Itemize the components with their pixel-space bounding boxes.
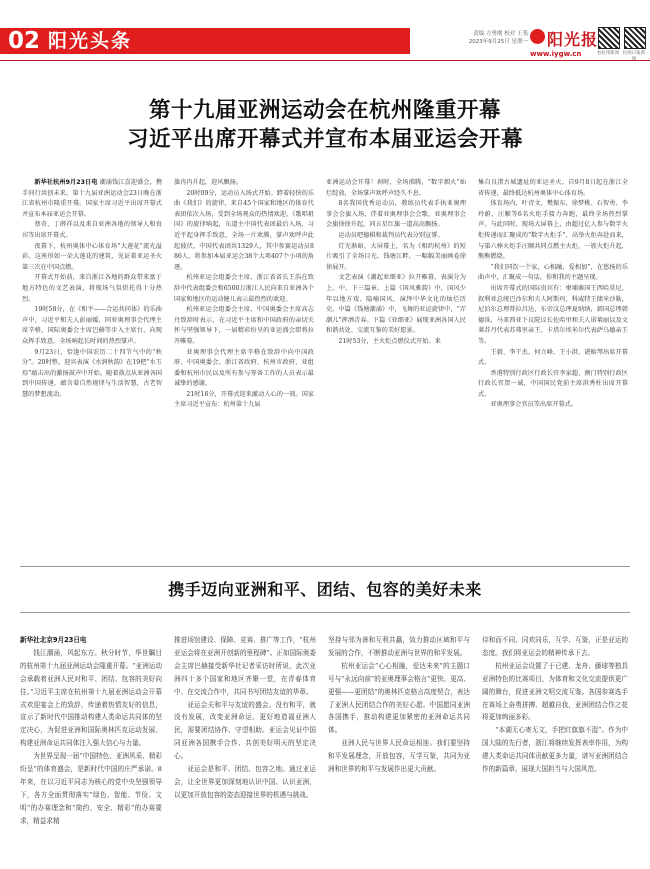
paragraph: 亚奥理事会代理主席辛格在致辞中向中国政府、中国奥委会、浙江省政府、杭州市政府、亚组委和杭州市民以及所有参与筹备工作的人员表示最诚挚的感谢。: [174, 348, 314, 388]
paragraph: 杭州亚运会组委会主席、浙江省省长王浩在致辞中代表组委会和6500万浙江人民向来自亚洲各个国家和地区的运动健儿表示最热烈的欢迎。: [174, 274, 314, 303]
paragraph: 开幕式开始前，来自浙江各地的群众带来富于地方特色的文艺表演，将现场气氛烘托得十分热烈。: [22, 274, 162, 303]
website-url: www.iygw.cn: [530, 50, 582, 58]
paragraph: 钱江潮涌，风起东方。秋分时节，华世瞩目的杭州第十九届亚洲运动会隆重开幕。“亚洲运动会承载着亚洲人民对和平、团结、包容的美好向往。”习近平主席在杭州第十九届亚洲运动会开幕式欢迎宴会上的致辞，传递着热情友好的信息，宣示了新时代中国推动构建人类命运共同体的坚定决心，为促进亚洲和国际奥林匹克运动发展、构建亚洲命运共同体注入强大信心与力量。: [20, 648, 162, 748]
paragraph: 灯光渐暗，大屏幕上，名为《相约杭州》的短片吸引了全场目光。钱塘江畔，一幅幅美丽画卷徐徐展开。: [326, 242, 466, 271]
paragraph: 夜幕下，杭州奥体中心体育场“大莲花”流光溢彩。这座形如一朵大莲花的建筑，见证着亚运圣火第三次在中国点燃。: [22, 242, 162, 271]
paragraph: 亚运会是和平、团结、包容之地。通过亚运会，让全世界更加深刻地认识中国、认识亚洲，以更加开放包容的姿态迎接世界的机遇与挑战。: [174, 765, 316, 799]
qr-code-icon[interactable]: [624, 27, 646, 49]
dateline: 新华社杭州9月23日电: [34, 179, 98, 186]
date-line: 2023年9月25日 星期一: [468, 39, 528, 45]
paragraph: 坚持与邻为善和互利共赢，致力推动区域和平与发展的合作，不断推动亚洲与世界的和平发展。: [328, 636, 470, 657]
dateline: 新华社北京9月23日电: [20, 636, 87, 644]
story2-column-1: [20, 634, 162, 864]
header-rule: [0, 60, 650, 61]
editor-info: [418, 30, 528, 46]
paragraph: 21时16分，开幕式迎来激动人心的一刻。国家主席习近平宣布：杭州第十九届: [174, 390, 314, 409]
story1-column-1: [22, 178, 162, 558]
paragraph: 文艺表演《潮起亚细亚》拉开帷幕，表演分为上、中、下三篇章。上篇《国风雅韵》中，国风少年以地方戏、隐喻国风，演绎中华文化的灿烂历史。中篇《钱塘潮涌》中，飞舞的亚运旋律中，“弄潮儿”挥洒青春。下篇《亚细亚》展现亚洲各国人民和谐共处、交流互鉴的美好愿景。: [326, 274, 466, 335]
section-name: 阳光头条: [48, 30, 133, 52]
paragraph: 亚洲运动会开幕！刹时，全场沸腾，“数字烟火”灿烂绽放，全场掌声欢呼声经久不息。: [326, 179, 466, 197]
main-headline: 第十九届亚洲运动会在杭州隆重开幕: [148, 98, 501, 123]
paragraph: 集自良渚古城遗址的亚运圣火，自9月8日起在浙江全省传递，最终抵达杭州奥体中心体育场。: [478, 179, 628, 197]
paragraph: 为世界呈现一届“中国特色、亚洲风采、精彩纷呈”的体育盛会，是新时代中国的庄严承诺。8年来，在以习近平同志为核心的党中央坚强领导下，各方全面贯彻落实“绿色、智能、节俭、文明”的办赛理念和“简约、安全、精彩”的办赛要求，精益求精: [20, 752, 162, 825]
section-divider: [20, 566, 630, 567]
story1-column-4: [478, 178, 628, 558]
paragraph: 香港特别行政区行政长官李家超、澳门特别行政区行政长官贺一诚，中国国民党前主席洪秀柱出席开幕式。: [478, 369, 628, 398]
paragraph: 旗冉冉升起，迎风飘扬。: [174, 179, 243, 186]
story1-column-3: [326, 178, 466, 558]
editor-line: 责编 方勇刚 校对 王斐: [473, 31, 528, 37]
paragraph: 潮涌钱江喜迎盛会，携手同行共创未来。第十九届亚洲运动会23日晚在浙江省杭州市隆重开幕。国家主席习近平出席开幕式并宣布本届亚运会开幕。: [22, 179, 162, 218]
story2-column-3: [328, 634, 470, 864]
page-header: [0, 0, 650, 66]
paragraph: 推进场馆建设、保障、竞赛、推广等工作，“杭州亚运会将在亚洲开创新的里程碑”。正如国际奥委会主席巴赫接受新华社记者采访时所说，此次亚洲四十多个国家和地区齐聚一堂，在青春体育中、在交流合作中，共同书写团结友谊的华章。: [174, 636, 316, 696]
paragraph: 8名我国优秀运动员，教练员代表手执亚奥理事会会旗入场，伴着亚奥理事会会歌，亚奥理事会会旗徐徐升起，同五星红旗一道高高飘扬。: [326, 200, 466, 229]
page-number: 02: [8, 28, 41, 54]
second-headline: 携手迈向亚洲和平、团结、包容的美好未来: [168, 580, 482, 599]
story2-column-4: [482, 634, 628, 864]
qr-code-icon[interactable]: [598, 27, 620, 49]
paragraph: 亚运会关和平与友谊的盛会。没有和平，就没有发展，改变亚洲命运、更好地造福亚洲人民，需要团结协作、守望相助。亚运会见证中国同亚洲各国携手合作、共创美好明天的坚定决心。: [174, 700, 316, 761]
paragraph: 待和而不同、同欢同乐，互学、互鉴，正是亚运的态度。我们将亚运会的精神传承下去。: [482, 636, 628, 657]
paragraph: 杭州亚运会“心心相融，爱达未来”的主题口号与“永远向前”的亚奥理事会格言“更快、更高、更强——更团结”的奥林匹克格言高度契合，表达了亚洲人民团结合作的美好心愿。中国愿同亚洲各国携手，推动构建更加紧密的亚洲命运共同体。: [328, 661, 470, 735]
story1-column-2: [174, 178, 314, 558]
paragraph: 亚洲人民与世界人民命运相连。我们要坚持和平发展理念，开放包容，互学互鉴，共同为亚洲和世界的和平与发展作出更大贡献。: [328, 739, 470, 774]
paragraph: 出席开幕式的国际贵宾有：柬埔寨国王西哈莫尼，叙利亚总统巴沙尔和夫人阿斯玛，科威特王储米沙勒，尼泊尔总理普拉昌达，东帝汶总理夏纳纳，韩国总理韩德洙，马来西亚下议院议长佐哈里和夫人诺莱丽以及文莱苏丹代表苏弗里亲王、卡塔尔埃米尔代表萨乌德亲王等。: [478, 284, 628, 345]
qr-label: 杭州日报新: [622, 51, 646, 56]
newspaper-logo: 阳光报: [547, 30, 599, 49]
paragraph: 21时53分，主火炬点燃仪式开始。来: [338, 337, 441, 345]
paragraph: 杭州亚运会组委会主席、中国奥委会主席高志丹致辞时表示，在习近平主席和中国政府的亲切关怀与坚强领导下，一届精彩纷呈的亚运盛会即将拉开帷幕。: [174, 306, 314, 345]
paragraph: “本湖无心寄无文，手把红旗旗不湿”。作为中国大陆的先行者，浙江将继续发挥表率作用，为构建人类命运共同体贡献更多力量，谱写亚洲团结合作的新篇章，展现大国担当与大国风范。: [482, 726, 628, 774]
paragraph: 杭州亚运会设置了于已建、龙舟、藤球等独具亚洲特色的比赛项目，为体育和文化交流提供更广阔的舞台，促进亚洲文明交流互鉴。各国参赛选手在赛场上奋勇拼搏、超越自我，亚洲团结合作之花将更加绚丽多彩。: [482, 661, 628, 722]
paragraph: 20时09分，运动员入场式开始。跨着轻快的乐曲《我们》的旋律，来自45个国家和地区的体育代表团依次入场，受到全场观众的热情欢迎。《歌唱祖国》的旋律响起，东道主中国代表团最后入场，习近平起身挥手致意，全场一片欢腾，掌声欢呼声此起彼伏。中国代表团共1329人，其中参赛运动员886人，将参加本届亚运会38个大项407个小项的角逐。: [174, 189, 314, 271]
paragraph: 体育场内，叶诗文、樊振东、徐梦桃、石智勇、李玲蔚、汪顺等6名火炬手接力奔跑，最终全场热烈掌声。与此同时，现场大屏幕上，由超过亿人参与数字火炬传递而汇聚成的“数字火炬手”，高举火炬奔赴而来，与第六棒火炬手汪顺共同点燃主火炬，一簇火炬升起，熊熊燃烧。: [478, 200, 628, 261]
story2-column-2: [174, 634, 316, 864]
logo-icon: [530, 29, 545, 44]
paragraph: 运动员吧德棋和裁判员代表分别宣誓。: [338, 231, 444, 239]
paragraph: 9月23日，恰逢中国农历二十四节气中的“秋分”。20时整，迎宾表演《水润秋韵》在19把“水玉琮”敲击出的激扬鼓声中开始。随着鼓点从亚洲各国到中国传递，蕴含着自然规律与生活智慧，古老智慧的梦想流动。: [22, 348, 162, 398]
paragraph: 蔡奇、丁薛祥以及来自亚洲各地的领导人和贵宾等出席开幕式。: [22, 221, 162, 239]
section-divider: [20, 612, 630, 613]
paragraph: 亚奥理事会官员等出席开幕式。: [490, 401, 578, 409]
paragraph: 19时58分，在《和平——合运共同体》的乐曲声中，习近平和夫人彭丽媛，同亚奥理事会代理主席辛格，国际奥委会主席巴赫等步入主席台，向现众挥手致意。全场响起长时间的热烈掌声。: [22, 306, 162, 345]
qr-label: 看杭州新闻: [596, 51, 620, 56]
paragraph: 王毅、李干杰、何立峰、王小洪、谌贻琴出席开幕式。: [478, 348, 628, 367]
main-subheadline: 习近平出席开幕式并宣布本届亚运会开幕: [126, 127, 523, 152]
paragraph: “我们同饮一个家，心相融，爱相加”，在悠扬的乐曲声中，汇聚成一句话，你和我的主题呈现。: [478, 263, 628, 282]
